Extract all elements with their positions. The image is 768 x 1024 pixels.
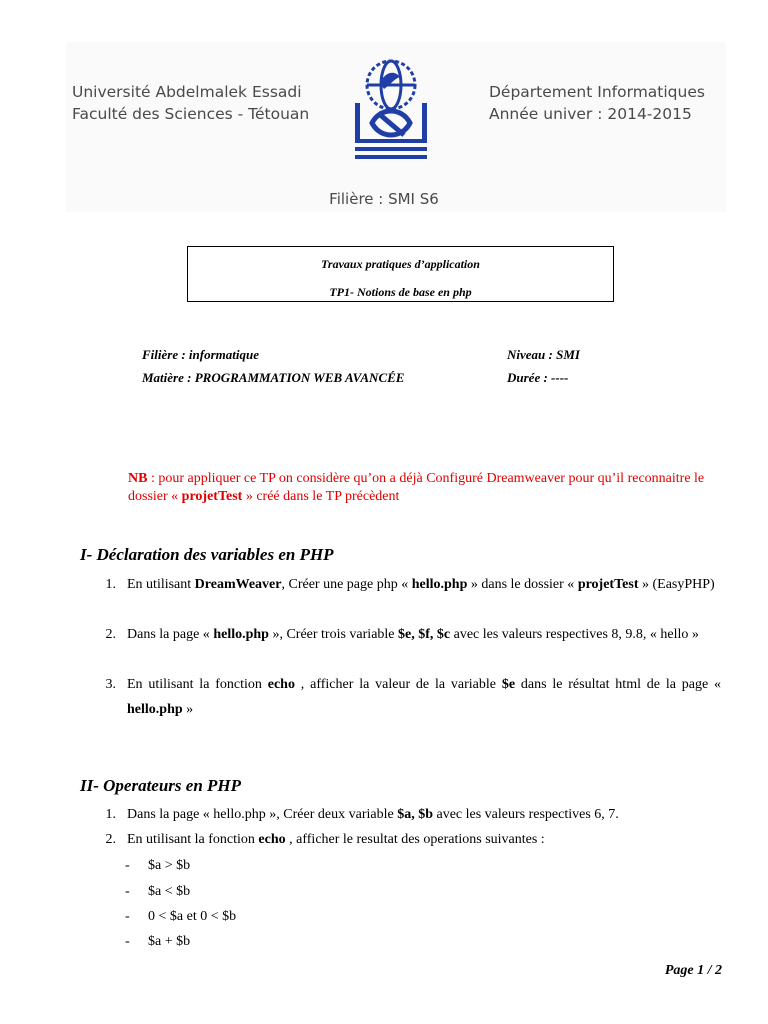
list-item: 3. En utilisant la fonction echo , afficher la valeur de la variable $e dans le résultat html de la page « hello.php » [105, 677, 722, 717]
university-name: Université Abdelmalek Essadi [72, 83, 302, 101]
department-name: Département Informatiques [489, 83, 705, 101]
bullet-item: - 0 < $a et 0 < $b [125, 909, 237, 924]
list-item: 1. Dans la page « hello.php », Créer deux variable $a, $b avec les valeurs respectives 6, 7. [105, 807, 619, 822]
section-1-title: I- Déclaration des variables en PHP [80, 545, 334, 564]
filiere-heading: Filière : SMI S6 [329, 190, 439, 208]
title-line-2: TP1- Notions de base en php [329, 285, 472, 299]
academic-year: Année univer : 2014-2015 [489, 105, 692, 123]
section-2-title: II- Operateurs en PHP [80, 776, 242, 795]
list-item: 2. En utilisant la fonction echo , afficher le resultat des operations suivantes : [105, 832, 545, 847]
list-item: 2. Dans la page « hello.php », Créer trois variable $e, $f, $c avec les valeurs respectives 8, 9.8, « hello » [105, 627, 699, 642]
department-block [489, 81, 705, 125]
list-item: 1. En utilisant DreamWeaver, Créer une page php « hello.php » dans le dossier « projetTest » (EasyPHP) [105, 577, 715, 592]
university-name-block [72, 81, 309, 125]
nb-text-2: » créé dans le TP précèdent [242, 489, 400, 504]
title-box [187, 246, 614, 302]
title-line-1: Travaux pratiques d’application [321, 257, 480, 271]
bullet-item: - $a < $b [125, 884, 191, 899]
nb-bold: projetTest [181, 489, 243, 504]
meta-filiere: Filière : informatique [142, 347, 259, 362]
nb-label: NB [128, 471, 148, 486]
meta-niveau: Niveau : SMI [507, 347, 580, 362]
meta-duree: Durée : ---- [507, 370, 569, 385]
university-logo-icon [350, 55, 432, 163]
faculty-name: Faculté des Sciences - Tétouan [72, 105, 310, 123]
bullet-item: - $a > $b [125, 858, 191, 873]
page-number: Page 1 / 2 [664, 963, 722, 978]
bullet-item: - $a + $b [125, 934, 191, 949]
nb-note [128, 470, 728, 506]
nb-text-1: : pour appliquer ce TP on considère qu’on a déjà Configuré Dreamweaver pour qu’il reconnaitre le dossier « [128, 471, 705, 504]
meta-matiere: Matière : PROGRAMMATION WEB AVANCÉE [142, 370, 405, 385]
